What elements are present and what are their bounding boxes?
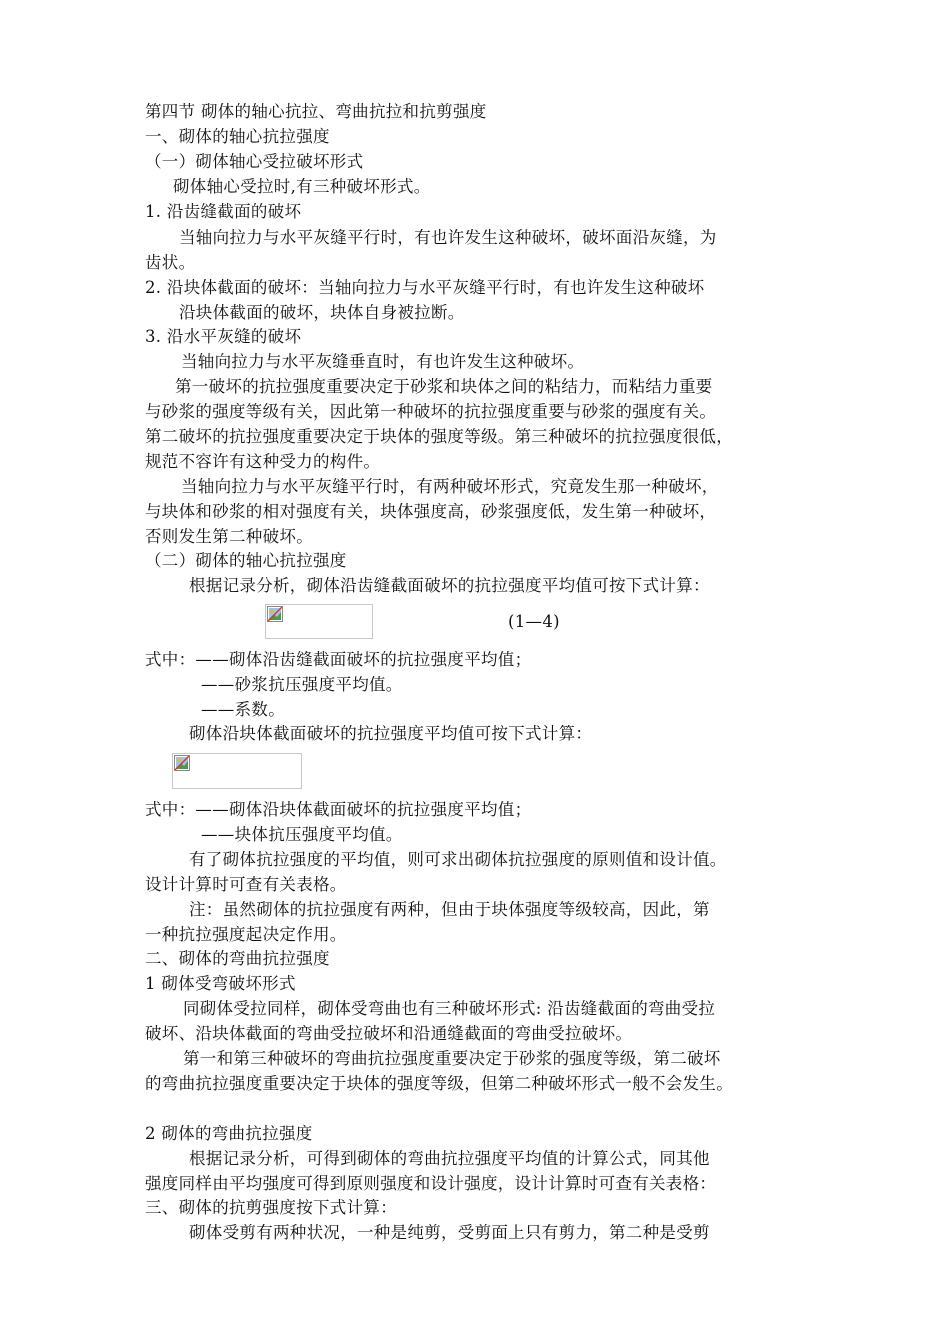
section-title: 第四节 砌体的轴心抗拉、弯曲抗拉和抗剪强度 [145,102,487,121]
heading-3: 三、砌体的抗剪强度按下式计算： [145,1198,397,1217]
list-item: 2. 沿块体截面的破坏：当轴向拉力与水平灰缝平行时，有也许发生这种破坏 [145,278,705,297]
paragraph-line: 齿状。 [145,253,196,272]
equation-number: (1—4) [508,612,560,631]
paragraph-line: 与块体和砂浆的相对强度有关，块体强度高，砂浆强度低，发生第一种破坏， [145,502,717,521]
paragraph-line: 同砌体受拉同样，砌体受弯曲也有三种破坏形式: 沿齿缝截面的弯曲受拉 [183,999,716,1018]
paragraph-line: 与砂浆的强度等级有关，因此第一种破坏的抗拉强度重要与砂浆的强度有关。 [145,402,717,421]
paragraph-line: 当轴向拉力与水平灰缝平行时，有两种破坏形式，究竟发生那一种破坏， [181,477,719,496]
paragraph-line: 的弯曲抗拉强度重要决定于块体的强度等级，但第二种破坏形式一般不会发生。 [145,1074,733,1093]
paragraph-line: 砌体沿块体截面破坏的抗拉强度平均值可按下式计算： [189,724,593,743]
paragraph-line: 当轴向拉力与水平灰缝垂直时，有也许发生这种破坏。 [181,352,585,371]
paragraph-line: 式中：——砌体沿块体截面破坏的抗拉强度平均值； [145,800,532,819]
paragraph-line: 否则发生第二种破坏。 [145,527,313,546]
paragraph-line: 破坏、沿块体截面的弯曲受拉破坏和沿通缝截面的弯曲受拉破坏。 [145,1024,633,1043]
paragraph-line: 规范不容许有这种受力的构件。 [145,452,381,471]
paragraph-line: 第一和第三种破坏的弯曲抗拉强度重要决定于砂浆的强度等级，第二破坏 [183,1049,721,1068]
broken-image-icon [267,606,283,622]
formula-image-2 [172,753,302,789]
formula-image-1 [265,604,373,639]
heading-2: 二、砌体的弯曲抗拉强度 [145,949,330,968]
list-item: 3. 沿水平灰缝的破坏 [145,327,302,346]
paragraph-line: 根据记录分析，砌体沿齿缝截面破坏的抗拉强度平均值可按下式计算： [189,576,710,595]
note-line: 一种抗拉强度起决定作用。 [145,925,347,944]
paragraph-line: 设计计算时可查有关表格。 [145,875,347,894]
paragraph-line: ——系数。 [201,700,285,719]
paragraph-line: 第二破坏的抗拉强度重要决定于块体的强度等级。第三种破坏的抗拉强度很低， [145,427,733,446]
paragraph-line: 砌体受剪有两种状况，一种是纯剪，受剪面上只有剪力，第二种是受剪 [189,1223,710,1242]
subheading: 1 砌体受弯破坏形式 [145,974,296,993]
paragraph-line: 有了砌体抗拉强度的平均值，则可求出砌体抗拉强度的原则值和设计值。 [189,850,727,869]
paragraph-line: 第一破坏的抗拉强度重要决定于砂浆和块体之间的粘结力，而粘结力重要 [175,377,713,396]
paragraph-line: 沿块体截面的破坏，块体自身被拉断。 [179,303,465,322]
heading-1: 一、砌体的轴心抗拉强度 [145,127,330,146]
paragraph-line: 式中：——砌体沿齿缝截面破坏的抗拉强度平均值； [145,650,532,669]
list-item: 1. 沿齿缝截面的破坏 [145,202,302,221]
paragraph-line: ——块体抗压强度平均值。 [201,825,403,844]
broken-image-icon [174,755,190,771]
paragraph-line: 强度同样由平均强度可得到原则强度和设计强度，设计计算时可查有关表格： [145,1174,717,1193]
note-line: 注：虽然砌体的抗拉强度有两种，但由于块体强度等级较高，因此，第 [189,900,710,919]
paragraph-line: 砌体轴心受拉时,有三种破坏形式。 [173,177,431,196]
subheading: （一）砌体轴心受拉破坏形式 [145,152,364,171]
subheading: （二）砌体的轴心抗拉强度 [145,551,347,570]
paragraph-line: ——砂浆抗压强度平均值。 [201,675,403,694]
subheading: 2 砌体的弯曲抗拉强度 [145,1124,313,1143]
paragraph-line: 当轴向拉力与水平灰缝平行时，有也许发生这种破坏，破坏面沿灰缝，为 [179,228,717,247]
paragraph-line: 根据记录分析，可得到砌体的弯曲抗拉强度平均值的计算公式，同其他 [189,1149,710,1168]
